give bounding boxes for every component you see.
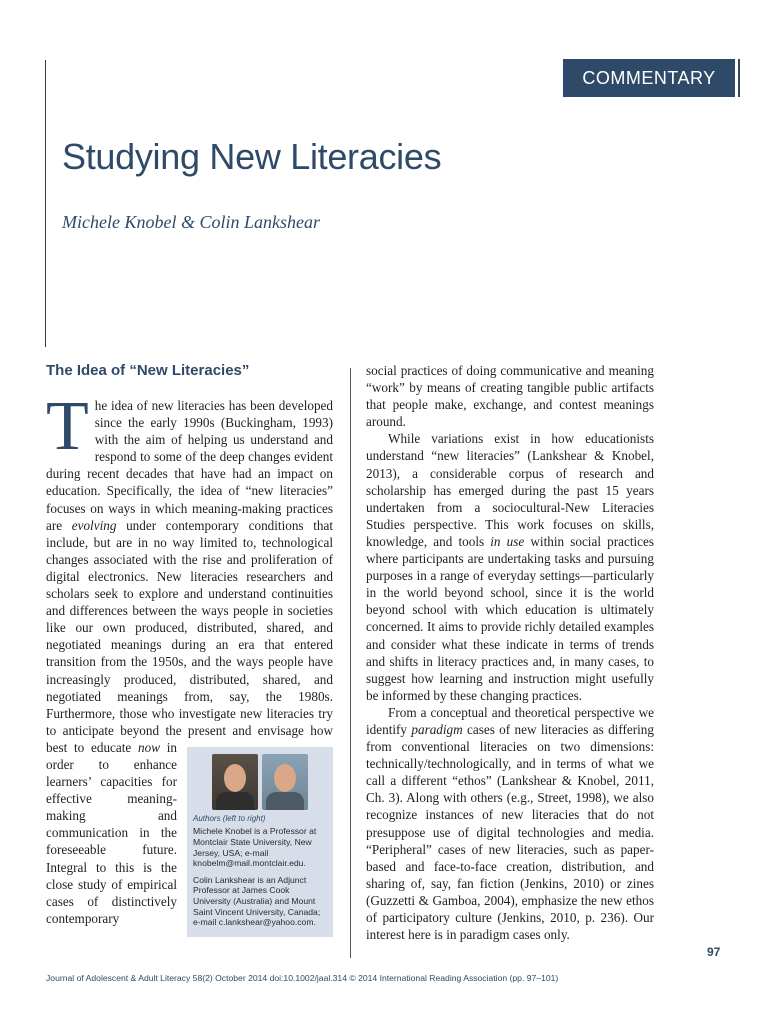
author-bio-knobel: Michele Knobel is a Professor at Montclair State University, New Jersey, USA; e-mail knobelm@mail.montclair.edu. <box>193 826 317 869</box>
column-divider-rule <box>350 368 351 958</box>
right-paragraph-3 <box>366 704 654 943</box>
left-emphasis-now: now <box>138 739 160 755</box>
page-number: 97 <box>707 945 721 959</box>
author-sidebar <box>187 747 333 937</box>
left-column <box>46 388 333 937</box>
photo-caption: Authors (left to right) <box>193 813 266 823</box>
right-p3-rest: cases of new literacies as differing from conventional literacies on two dimensions: technically/technologically, and in terms of what we call a different “ethos” (Lankshear & Knobel, 2011, Ch. 3). Along with others (e.g., Street, 1998), we also recognize instances of new literacies that do not presuppose use of digital technologies and media. “Peripheral” cases of new literacies, such as paper-based and face-to-face creation, distribution, and sharing of, say, fan fiction (Jenkins, 2010) or zines (Guzzetti & Gamboa, 2004), emphasize the new ethos of participatory culture (Jenkins, 2010, p. 236). Our interest here is in paradigm cases only. <box>366 721 654 943</box>
author-photo-knobel <box>212 754 258 810</box>
right-emphasis-in-use: in use <box>490 533 525 549</box>
right-column <box>366 362 654 943</box>
drop-cap: T <box>46 388 89 465</box>
left-text-lead: he idea of new literacies has been developed since the early 1990s (Buckingham, 1993) with the aim of helping us understand and respond to some of the deep changes evident during recent decades that have had an impact on education. Specifically, the idea of “new literacies” focuses on ways in which meaning-making practices are <box>46 398 333 533</box>
left-emphasis-evolving: evolving <box>71 517 117 533</box>
right-paragraph-2 <box>366 430 654 704</box>
article-title: Studying New Literacies <box>62 136 442 177</box>
author-bio-lankshear: Colin Lankshear is an Adjunct Professor at James Cook University (Australia) and Mount Saint Vincent University, Canada; e-mail c.lankshear@yahoo.com. <box>193 874 321 928</box>
left-text-rest: under contemporary conditions that include, but are in no way limited to, technological changes associated with the rise and proliferation of digital electronics. New literacies researchers and scholars seek to explore and understand continuities and differences between the ways people in societies like our own produced, distributed, shared, and negotiated meanings during an era that entered transition from the 1950s, and the ways people have increasingly produced, distributed, shared, and negotiated meanings from, say, the 1980s. Furthermore, those who investigate new literacies try to anticipate beyond the present and envisage how best to educate <box>46 517 333 755</box>
right-p2-lead: While variations exist in how educationists understand “new literacies” (Lankshear & Knobel, 2013), a considerable corpus of research and scholarship has emerged during the past 15 years undertaken from a sociocultural-New Literacies Studies perspective. This work focuses on skills, knowledge, and tools <box>366 431 654 549</box>
author-photo-lankshear <box>262 754 308 810</box>
article-authors: Michele Knobel & Colin Lankshear <box>62 212 320 232</box>
right-p3-lead: From a conceptual and theoretical perspective we identify <box>366 704 654 737</box>
header-vertical-rule <box>45 60 46 347</box>
section-heading: The Idea of “New Literacies” <box>46 362 250 379</box>
right-emphasis-paradigm: paradigm <box>411 721 463 737</box>
left-text-tail: in order to enhance learners’ capacities for effective meaning-making and communication in the foreseeable future. Integral to this is the close study of empirical cases of distinctively contemporary <box>46 739 178 926</box>
right-p2-rest: within social practices where participants are undertaking tasks and pursuing purposes in a range of everyday settings—particularly in the world beyond school, since it is the world beyond school with which education is ultimately concerned. It aims to provide richly detailed examples and consider what these indicate in terms of trends and shifts in literacy practices and, in many cases, to suggest how learning and instruction might usefully be informed by these changing practices. <box>366 533 654 703</box>
banner-accent-bar <box>738 59 740 97</box>
section-banner: COMMENTARY <box>563 59 735 97</box>
left-paragraph-1 <box>46 388 333 928</box>
right-paragraph-1: social practices of doing communicative and meaning “work” by means of creating tangible public artifacts that people make, exchange, and contest meanings around. <box>366 363 654 430</box>
journal-footer: Journal of Adolescent & Adult Literacy 58(2) October 2014 doi:10.1002/jaal.314 © 2014 International Reading Association (pp. 97–101) <box>46 973 559 983</box>
author-photos <box>193 754 327 810</box>
